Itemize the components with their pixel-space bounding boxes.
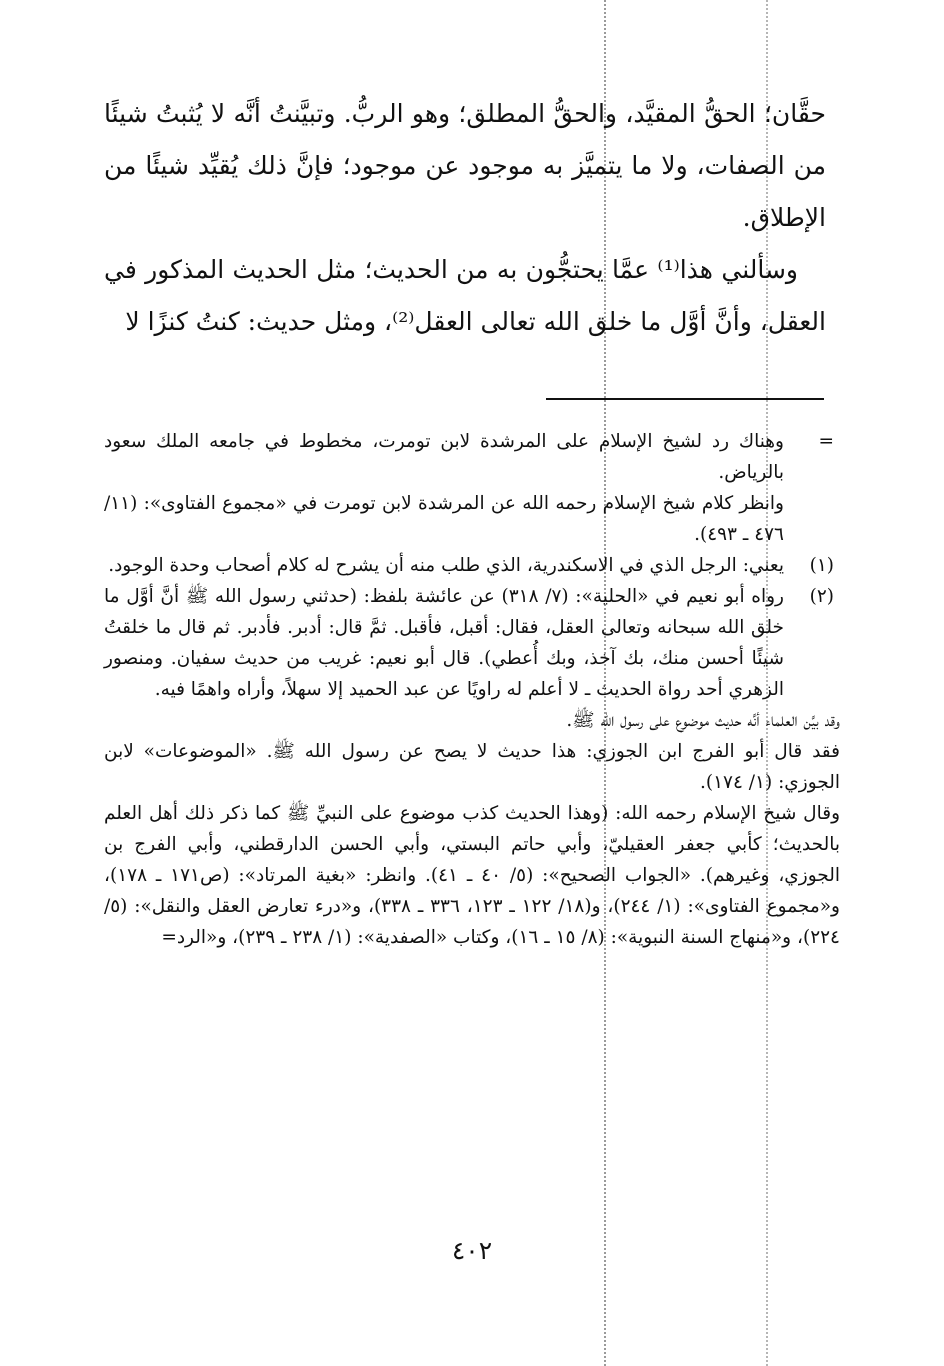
footnote-paragraph: يعني: الرجل الذي في الاسكندرية، الذي طلب منه أن يشرح له كلام أصحاب وحدة الوجود. <box>108 555 784 576</box>
footnote-paragraph: وقد بيَّن العلماء أنَّه حديث موضوع على رسول الله ﷺ. <box>566 710 840 731</box>
footnote-paragraph: وانظر كلام شيخ الإسلام رحمه الله عن المرشدة لابن تومرت في «مجموع الفتاوى»: (١١/ ٤٧٦ ـ ٤٩٣). <box>104 493 784 545</box>
footnotes <box>104 426 840 953</box>
main-text <box>104 88 826 348</box>
body-paragraph: حقَّان؛ الحقُّ المقيَّد، والحقُّ المطلق؛ وهو الربُّ. وتبيَّنتُ أنَّه لا يُثبتُ شيئًا من الصفات، ولا ما يتميَّز به موجود عن موجود؛ فإنَّ ذلك يُقيِّد شيئًا من الإطلاق. <box>104 99 826 232</box>
footnote-continuation-mark: = <box>818 431 834 452</box>
footnote-paragraph: وقال شيخ الإسلام رحمه الله: (وهذا الحديث كذب موضوع على النبيِّ ﷺ كما ذكر ذلك أهل العلم بالحديث؛ كأبي جعفر العقيليّ، وأبي حاتم البستي، وأبي الحسن الدارقطني، وأبي الفرج بن الجوزي، وغيرهم). «الجواب الصحيح»: (٥/ ٤٠ ـ ٤١). وانظر: «بغية المرتاد»: (ص١٧١ ـ ١٧٨)، و«مجموع الفتاوى»: (١/ ٢٤٤)، و(١٨/ ١٢٢ ـ ١٢٣، ٣٣٦ ـ ٣٣٨)، و«درء تعارض العقل والنقل»: (٥/ ٢٢٤)، و«منهاج السنة النبوية»: (٨/ ١٥ ـ ١٦)، وكتاب «الصفدية»: (١/ ٢٣٨ ـ ٢٣٩)، و«الرد= <box>104 803 840 948</box>
body-paragraph: وسألني هذا⁽¹⁾ عمَّا يحتجُّون به من الحديث؛ مثل الحديث المذكور في العقل، وأنَّ أوَّل ما خلق الله تعالى العقل⁽²⁾، ومثل حديث: كنتُ كنزًا لا <box>104 255 826 336</box>
footnote-1 <box>104 550 840 581</box>
footnote-separator <box>546 398 824 400</box>
footnote-paragraph: رواه أبو نعيم في «الحلية»: (٧/ ٣١٨) عن عائشة بلفظ: (حدثني رسول الله ﷺ أنَّ أوَّل ما خلق الله سبحانه وتعالى العقل، فقال: أقبل، فأقبل. ثمَّ قال: أدبر. فأدبر. ثم قال ما خلقتُ شيئًا أحسن منك، بك آخذ، وبك أُعطي). قال أبو نعيم: غريب من حديث سفيان. ومنصور الزهري أحد رواة الحديث ـ لا أعلم له راويًا عن عبد الحميد إلا سهلاً، وأراه واهمًا فيه. <box>104 586 784 700</box>
footnote-number: (١) <box>809 555 834 576</box>
footnote-paragraph: وهناك رد لشيخ الإسلام على المرشدة لابن تومرت، مخطوط في جامعه الملك سعود بالرياض. <box>104 431 784 483</box>
footnote-number: (٢) <box>809 586 834 607</box>
footnote-2-continued <box>104 705 840 953</box>
page-number: ٤٠٢ <box>451 1236 493 1265</box>
footnote-continued <box>104 426 840 550</box>
footnote-paragraph: فقد قال أبو الفرج ابن الجوزي: هذا حديث لا يصح عن رسول الله ﷺ. «الموضوعات» لابن الجوزي: (١/ ١٧٤). <box>104 741 840 793</box>
footnote-2 <box>104 581 840 705</box>
